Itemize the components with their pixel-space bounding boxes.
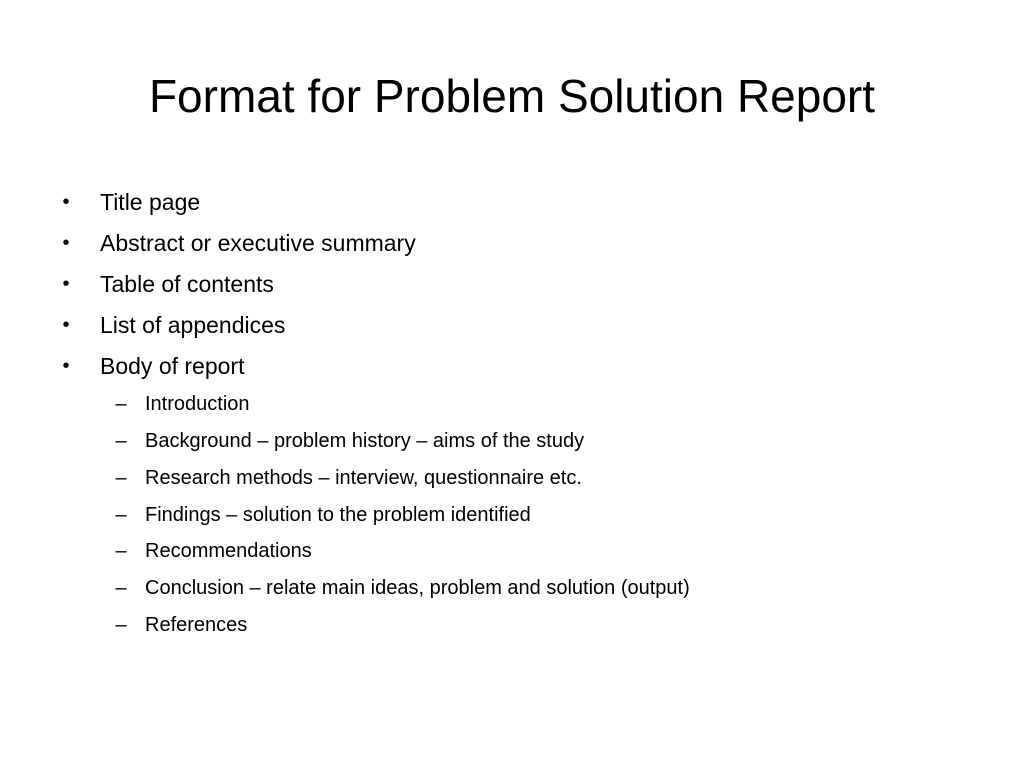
sub-bullet-item xyxy=(0,501,1024,529)
sub-bullet-item xyxy=(0,611,1024,639)
bullet-marker: • xyxy=(62,273,70,295)
bullet-item xyxy=(0,186,1024,218)
sub-bullet-marker: – xyxy=(115,430,127,452)
sub-bullet-item xyxy=(0,537,1024,565)
sub-bullet-marker: – xyxy=(115,540,127,562)
sub-bullet-item xyxy=(0,390,1024,418)
sub-bullet-marker: – xyxy=(115,614,127,636)
bullet-text: Table of contents xyxy=(100,271,274,297)
sub-bullet-item xyxy=(0,464,1024,492)
bullet-item xyxy=(0,227,1024,259)
sub-bullet-marker: – xyxy=(115,504,127,526)
sub-bullet-text: Conclusion – relate main ideas, problem and solution (output) xyxy=(145,577,690,599)
sub-bullet-text: Recommendations xyxy=(145,540,312,562)
bullet-item xyxy=(0,268,1024,300)
bullet-text: Abstract or executive summary xyxy=(100,230,416,256)
sub-bullet-marker: – xyxy=(115,467,127,489)
bullet-text: Title page xyxy=(100,189,201,215)
sub-bullet-text: Introduction xyxy=(145,393,250,415)
bullet-item xyxy=(0,309,1024,341)
sub-bullet-item xyxy=(0,427,1024,455)
slide-title: Format for Problem Solution Report xyxy=(148,70,876,122)
bullet-text: List of appendices xyxy=(100,312,286,338)
bullet-marker: • xyxy=(62,191,70,213)
sub-bullet-text: Research methods – interview, questionnaire etc. xyxy=(145,467,582,489)
sub-bullet-marker: – xyxy=(115,577,127,599)
bullet-marker: • xyxy=(62,314,70,336)
sub-bullet-item xyxy=(0,574,1024,602)
bullet-marker: • xyxy=(62,232,70,254)
sub-bullet-text: Background – problem history – aims of the study xyxy=(145,430,585,452)
bullet-item xyxy=(0,350,1024,382)
sub-bullet-marker: – xyxy=(115,393,127,415)
sub-bullet-text: References xyxy=(145,614,248,636)
bullet-text: Body of report xyxy=(100,353,245,379)
sub-bullet-text: Findings – solution to the problem identified xyxy=(145,504,531,526)
bullet-marker: • xyxy=(62,355,70,377)
